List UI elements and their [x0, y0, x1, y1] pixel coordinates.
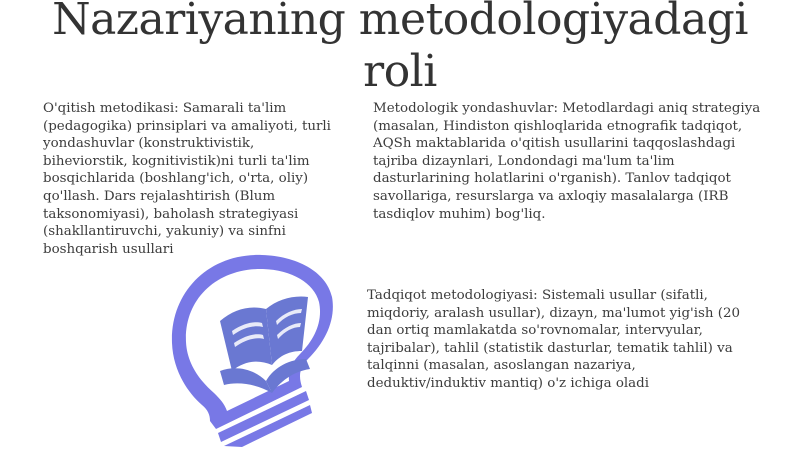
- lightbulb-book-icon: [150, 247, 350, 449]
- slide-title: Nazariyaning metodologiyadagi roli: [52, 0, 748, 97]
- methodological-approaches-text: Metodologik yondashuvlar: Metodlardagi aniq strategiya (masalan, Hindiston qishloqlarida etnografik tadqiqot, AQSh maktablarida o'qitish usullarini taqqoslashdagi tajriba dizaynlari, Londondagi ma'lum ta'lim dasturlarining holatlarini o'rganish). Tanlov tadqiqot savollariga, resurslarga va axloqiy masalalarga (IRB tasdiqlov muhim) bog'liq.: [373, 101, 761, 222]
- research-methodology-text: Tadqiqot metodologiyasi: Sistemali usullar (sifatli, miqdoriy, aralash usullar), dizayn, ma'lumot yig'ish (20 dan ortiq mamlakatda so'rovnomalar, intervyular, tajribalar), tahlil (statistik dasturlar, tematik tahlil) va talqinni (masalan, asoslangan nazariya, deduktiv/induktiv mantiq) o'z ichiga oladi: [367, 288, 741, 391]
- teaching-methodology-text: O'qitish metodikasi: Samarali ta'lim (pedagogika) prinsiplari va amaliyoti, turli yondashuvlar (konstruktivistik, biheviorstik, kognitivistik)ni turli ta'lim bosqichlarida (boshlang'ich, o'rta, oliy) qo'llash. Dars rejalashtirish (Blum taksonomiyasi), baholash strategiyasi (shakllantiruvchi, yakuniy) va sinfni boshqarish usullari: [43, 101, 331, 257]
